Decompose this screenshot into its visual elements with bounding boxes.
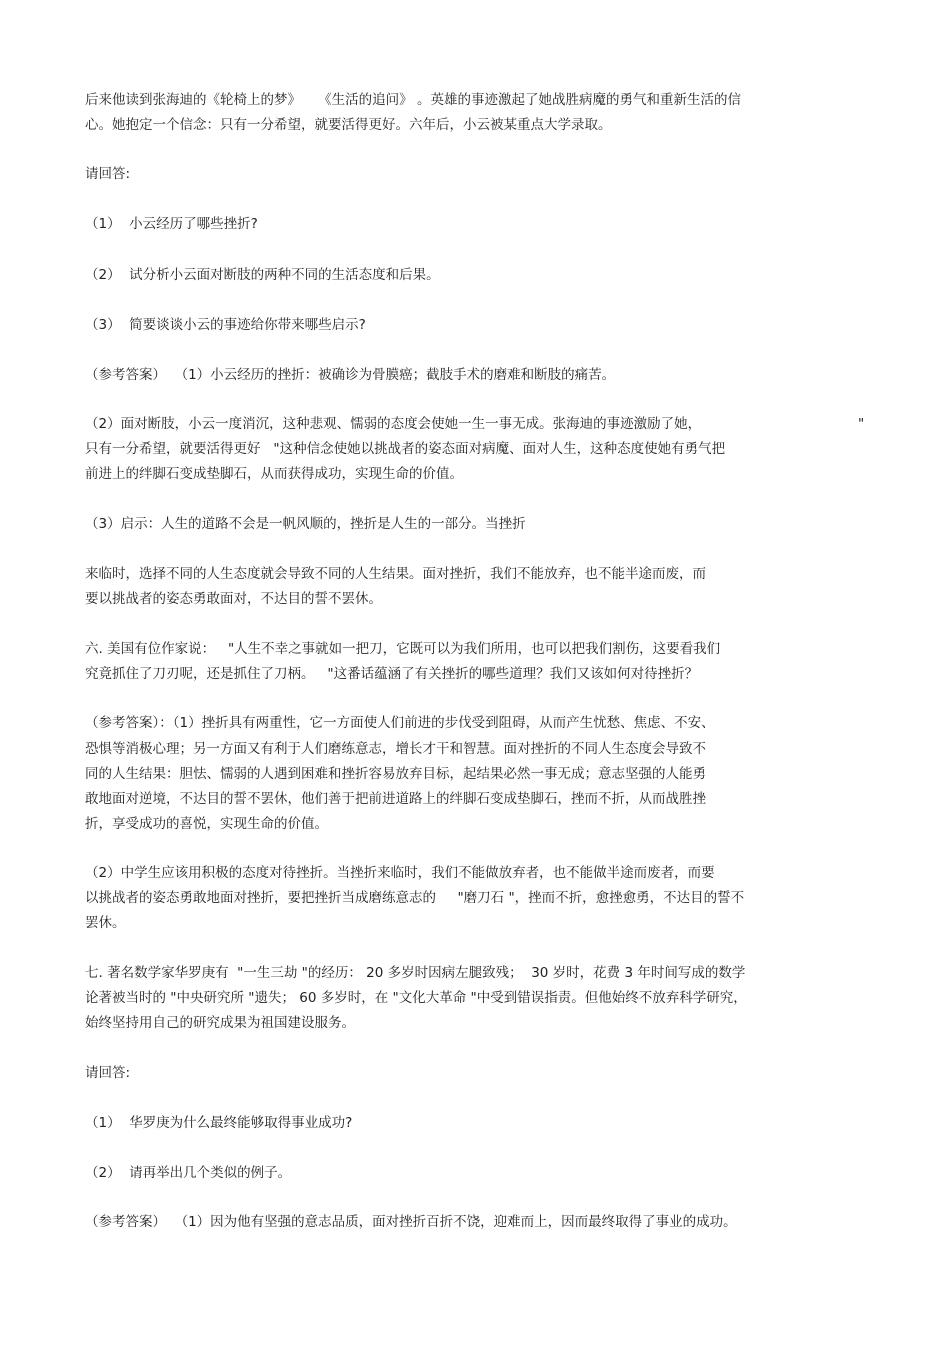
text-line: （参考答案） （1）小云经历的挫折：被确诊为骨膜癌；截肢手术的磨难和断肢的痛苦。: [85, 367, 616, 383]
text-line: 六. 美国有位作家说： "人生不幸之事就如一把刀，它既可以为我们所用，也可以把我们割伤，这要看我们: [85, 641, 721, 657]
text-line: （参考答案） （1）因为他有坚强的意志品质，面对挫折百折不饶，迎难而上，因而最终取得了事业的成功。: [85, 1214, 737, 1230]
text-line: 后来他读到张海迪的《轮椅上的梦》 《生活的追问》 。英雄的事迹激起了她战胜病魔的勇气和重新生活的信: [85, 92, 741, 108]
text-line: 只有一分希望，就要活得更好 "这种信念使她以挑战者的姿态面对病魔、面对人生，这种态度使她有勇气把: [85, 441, 726, 457]
text-line: （2） 试分析小云面对断肢的两种不同的生活态度和后果。: [85, 267, 440, 283]
text-line: 始终坚持用自己的研究成果为祖国建设服务。: [85, 1015, 355, 1031]
text-line: （2）面对断肢，小云一度消沉，这种悲观、懦弱的态度会使她一生一事无成。张海迪的事迹激励了她，: [85, 416, 702, 432]
text-line: 要以挑战者的姿态勇敢面对，不达目的誓不罢休。: [85, 591, 382, 607]
text-line: （2） 请再举出几个类似的例子。: [85, 1165, 292, 1181]
text-line: 心。她抱定一个信念：只有一分希望，就要活得更好。六年后，小云被某重点大学录取。: [85, 117, 612, 133]
text-line: 敢地面对逆境，不达目的誓不罢休，他们善于把前进道路上的绊脚石变成垫脚石，挫而不折，从而战胜挫: [85, 791, 706, 807]
text-line: 折，享受成功的喜悦，实现生命的价值。: [85, 816, 328, 832]
text-line: ": [858, 416, 865, 432]
text-line: 前进上的绊脚石变成垫脚石，从而获得成功，实现生命的价值。: [85, 466, 463, 482]
text-line: 请回答:: [85, 166, 131, 182]
text-line: （2）中学生应该用积极的态度对待挫折。当挫折来临时，我们不能做放弃者，也不能做半途而废者，而要: [85, 865, 715, 881]
text-line: 罢休。: [85, 915, 126, 931]
text-line: 恐惧等消极心理；另一方面又有利于人们磨练意志，增长才干和智慧。面对挫折的不同人生态度会导致不: [85, 741, 706, 757]
text-line: （3） 简要谈谈小云的事迹给你带来哪些启示?: [85, 317, 366, 333]
text-line: 同的人生结果：胆怯、懦弱的人遇到困难和挫折容易放弃目标，起结果必然一事无成；意志坚强的人能勇: [85, 766, 706, 782]
text-line: 以挑战者的姿态勇敢地面对挫折，要把挫折当成磨练意志的 "磨刀石 "，挫而不折，愈挫愈勇，不达目的誓不: [85, 890, 745, 906]
text-line: 七. 著名数学家华罗庚有 "一生三劫 "的经历： 20 多岁时因病左腿致残； 30 岁时，花费 3 年时间写成的数学: [85, 965, 746, 981]
text-line: （参考答案）：（1）挫折具有两重性，它一方面使人们前进的步伐受到阻碍，从而产生忧愁、焦虑、不安、: [85, 715, 715, 731]
text-line: 请回答:: [85, 1065, 131, 1081]
text-line: （1） 小云经历了哪些挫折?: [85, 216, 258, 232]
text-line: 究竟抓住了刀刃呢，还是抓住了刀柄。 "这番话蕴涵了有关挫折的哪些道理？我们又该如何对待挫折？: [85, 666, 699, 682]
text-line: 来临时，选择不同的人生态度就会导致不同的人生结果。面对挫折，我们不能放弃，也不能半途而废，而: [85, 566, 706, 582]
text-line: 论著被当时的 "中央研究所 "遗失； 60 多岁时，在 "文化大革命 "中受到错误指责。但他始终不放弃科学研究，: [85, 990, 747, 1006]
text-line: （1） 华罗庚为什么最终能够取得事业成功?: [85, 1115, 353, 1131]
text-line: （3）启示：人生的道路不会是一帆风顺的，挫折是人生的一部分。当挫折: [85, 516, 526, 532]
